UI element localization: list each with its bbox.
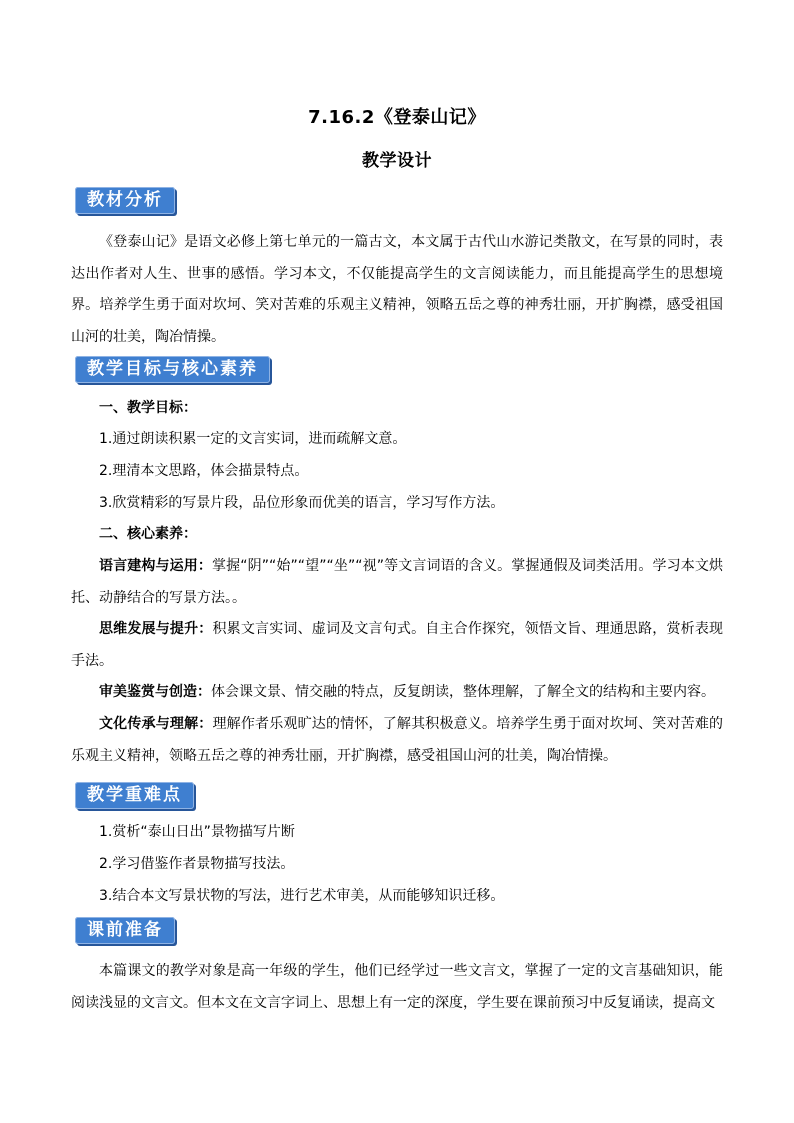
core-text: 理解作者乐观旷达的情怀，了解其积极意义。培养学生勇于面对坎坷、笑对苦难的乐观主义精神，领略五岳之尊的神秀壮丽，开扩胸襟，感受祖国山河的壮美，陶冶情操。 <box>71 716 724 764</box>
prep-paragraph: 本篇课文的教学对象是高一年级的学生，他们已经学过一些文言文，掌握了一定的文言基础知识，能阅读浅显的文言文。但本文在文言字词上、思想上有一定的深度，学生要在课前预习中反复诵读，提高文 <box>71 963 723 1011</box>
core-term: 审美鉴赏与创造： <box>99 684 211 700</box>
analysis-paragraph: 《登泰山记》是语文必修上第七单元的一篇古文，本文属于古代山水游记类散文，在写景的同时，表达出作者对人生、世事的感悟。学习本文，不仅能提高学生的文言阅读能力，而且能提高学生的思想境界。培养学生勇于面对坎坷、笑对苦难的乐观主义精神，领略五岳之尊的神秀壮丽，开扩胸襟，感受祖国山河的壮美，陶冶情操。 <box>71 234 723 345</box>
page-title: 7.16.2《登泰山记》 <box>308 107 486 128</box>
core-term: 语言建构与运用： <box>99 558 212 574</box>
core-text: 积累文言实词、虚词及文言句式。自主合作探究，领悟文旨、理通思路，赏析表现手法。 <box>71 621 724 669</box>
core-item-aesthetic <box>71 677 723 709</box>
core-text: 体会课文景、情交融的特点，反复朗读，整体理解，了解全文的结构和主要内容。 <box>211 684 715 700</box>
section-badge-goals: 教学目标与核心素养 <box>75 356 270 383</box>
core-text: 掌握“阴”“始”“望”“坐”“视”等文言词语的含义。掌握通假及词类活用。学习本文烘托、动静结合的写景方法。。 <box>71 558 724 606</box>
core-item-culture <box>71 709 723 772</box>
section-badge-difficulties: 教学重难点 <box>75 782 194 809</box>
difficulty-item: 3.结合本文写景状物的写法，进行艺术审美，从而能够知识迁移。 <box>99 888 505 904</box>
goals-heading: 一、教学目标： <box>99 400 197 416</box>
page-subtitle: 教学设计 <box>362 151 432 171</box>
core-term: 文化传承与理解： <box>99 716 213 732</box>
section-badge-prep: 课前准备 <box>75 917 175 944</box>
core-heading: 二、核心素养： <box>99 526 197 542</box>
core-term: 思维发展与提升： <box>99 621 213 637</box>
section-badge-analysis: 教材分析 <box>75 187 175 214</box>
goal-item: 2.理清本文思路，体会描景特点。 <box>99 463 309 479</box>
goal-item: 3.欣赏精彩的写景片段，品位形象而优美的语言，学习写作方法。 <box>99 495 505 511</box>
difficulty-item: 1.赏析“泰山日出”景物描写片断 <box>99 824 295 840</box>
difficulty-item: 2.学习借鉴作者景物描写技法。 <box>99 856 295 872</box>
core-item-thinking <box>71 614 723 677</box>
core-item-language <box>71 551 723 614</box>
goal-item: 1.通过朗读积累一定的文言实词，进而疏解文意。 <box>99 431 407 447</box>
